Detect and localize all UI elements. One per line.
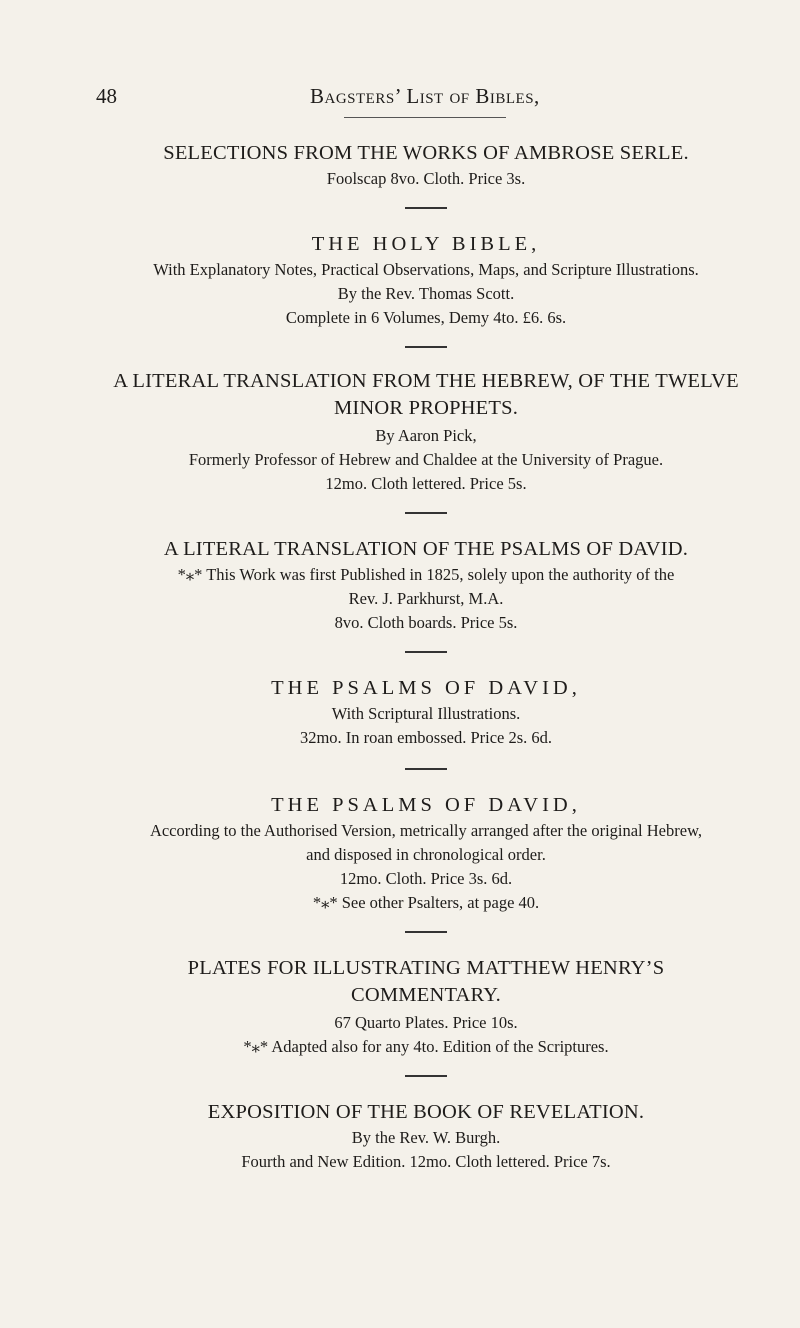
entry-price: 8vo. Cloth boards. Price 5s. bbox=[334, 613, 518, 632]
book-entry bbox=[96, 231, 756, 330]
entry-price: 12mo. Cloth lettered. Price 5s. bbox=[325, 474, 527, 493]
entry-details: and disposed in chronological order. bbox=[306, 845, 546, 864]
book-entry bbox=[96, 955, 756, 1059]
entry-author: By the Rev. W. Burgh. bbox=[351, 1128, 501, 1147]
section-divider bbox=[405, 512, 447, 514]
entry-author: By the Rev. Thomas Scott. bbox=[337, 284, 515, 303]
entry-details: According to the Authorised Version, metrically arranged after the original Hebrew, bbox=[149, 821, 703, 840]
header-rule bbox=[344, 117, 506, 118]
book-list bbox=[96, 140, 756, 1174]
entry-price: 67 Quarto Plates. Price 10s. bbox=[334, 1013, 518, 1032]
section-divider bbox=[405, 207, 447, 209]
entry-details: Formerly Professor of Hebrew and Chaldee at the University of Prague. bbox=[188, 450, 664, 469]
entry-title: PLATES FOR ILLUSTRATING MATTHEW HENRY’S COMMENTARY. bbox=[187, 957, 665, 1006]
book-entry bbox=[96, 140, 756, 191]
entry-price: Fourth and New Edition. 12mo. Cloth lettered. Price 7s. bbox=[241, 1152, 611, 1171]
entry-title: A LITERAL TRANSLATION FROM THE HEBREW, OF THE TWELVE MINOR PROPHETS. bbox=[113, 370, 739, 419]
entry-note: *⁎* This Work was first Published in 1825, solely upon the authority of the bbox=[177, 565, 675, 584]
section-divider bbox=[405, 1075, 447, 1077]
running-title: Bagsters’ List of Bibles, bbox=[310, 84, 540, 108]
entry-title: A LITERAL TRANSLATION OF THE PSALMS OF DAVID. bbox=[163, 538, 689, 560]
entry-note: *⁎* Adapted also for any 4to. Edition of the Scriptures. bbox=[243, 1037, 609, 1056]
section-divider bbox=[405, 651, 447, 653]
section-divider bbox=[405, 346, 447, 348]
entry-price: 32mo. In roan embossed. Price 2s. 6d. bbox=[299, 728, 553, 747]
book-entry bbox=[96, 792, 756, 915]
entry-details: With Explanatory Notes, Practical Observations, Maps, and Scripture Illustrations. bbox=[153, 260, 699, 279]
section-divider bbox=[405, 768, 447, 770]
entry-author: By Aaron Pick, bbox=[375, 426, 477, 445]
entry-author: Rev. J. Parkhurst, M.A. bbox=[348, 589, 504, 608]
entry-title: THE PSALMS OF DAVID, bbox=[271, 677, 581, 699]
entry-price: 12mo. Cloth. Price 3s. 6d. bbox=[339, 869, 513, 888]
entry-note: *⁎* See other Psalters, at page 40. bbox=[312, 893, 540, 912]
entry-price: Complete in 6 Volumes, Demy 4to. £6. 6s. bbox=[285, 308, 567, 327]
book-entry bbox=[96, 536, 756, 635]
entry-details: With Scriptural Illustrations. bbox=[331, 704, 521, 723]
page-number: 48 bbox=[96, 84, 117, 108]
page-header bbox=[96, 84, 756, 110]
section-divider bbox=[405, 931, 447, 933]
book-entry bbox=[96, 675, 756, 750]
book-entry bbox=[96, 368, 756, 496]
entry-title: SELECTIONS FROM THE WORKS OF AMBROSE SERLE. bbox=[163, 142, 689, 164]
entry-details: Foolscap 8vo. Cloth. Price 3s. bbox=[326, 169, 526, 188]
entry-title: THE PSALMS OF DAVID, bbox=[271, 794, 581, 816]
book-entry bbox=[96, 1099, 756, 1174]
entry-title: EXPOSITION OF THE BOOK OF REVELATION. bbox=[207, 1101, 645, 1123]
entry-title: THE HOLY BIBLE, bbox=[311, 233, 541, 255]
